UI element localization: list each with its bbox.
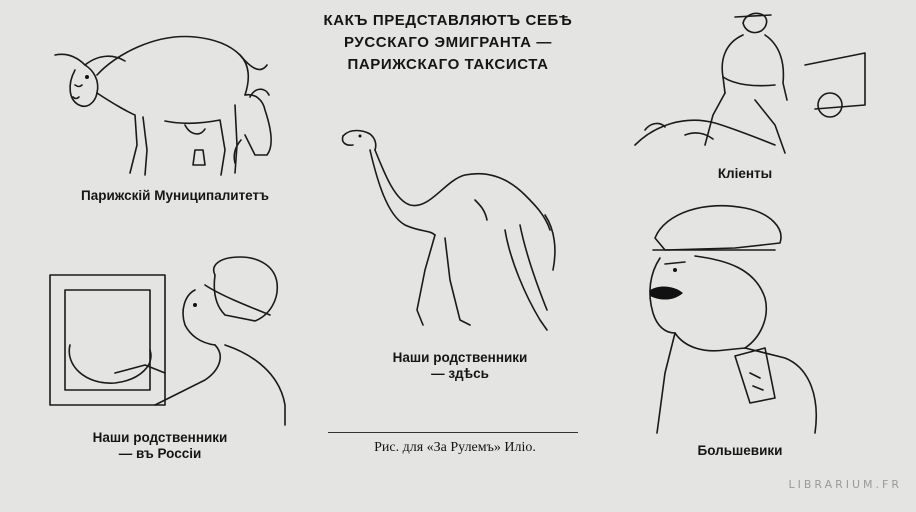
clients-illustration <box>625 5 870 160</box>
caption-relatives-russia <box>60 430 260 462</box>
caption-relatives-russia-line-2: — въ Россіи <box>118 446 202 461</box>
title-line-1: КАКЪ ПРЕДСТАВЛЯЮТЪ СЕБѢ <box>323 12 573 29</box>
cow-milking-illustration <box>45 25 295 185</box>
relatives-in-russia-illustration <box>45 255 295 425</box>
caption-relatives-here <box>360 350 560 382</box>
caption-relatives-here-line-2: — здѣсь <box>431 366 489 381</box>
caption-relatives-here-line-1: Наши родственники <box>392 350 528 365</box>
credit-divider <box>328 432 578 433</box>
camel-illustration <box>335 120 570 335</box>
watermark: LIBRARIUM.FR <box>788 478 902 491</box>
caption-municipality: Парижскій Муниципалитетъ <box>81 188 269 203</box>
bolshevik-illustration <box>635 198 825 433</box>
title-line-2: РУССКАГО ЭМИГРАНТА — <box>344 34 552 51</box>
caption-relatives-russia-line-1: Наши родственники <box>92 430 228 445</box>
caption-bolsheviks: Большевики <box>697 443 783 458</box>
title-line-3: ПАРИЖСКАГО ТАКСИСТА <box>347 56 549 73</box>
caption-clients: Кліенты <box>717 166 773 181</box>
illustration-credit: Рис. для «За Рулемъ» Иліо. <box>374 440 536 455</box>
page-title <box>318 10 578 76</box>
